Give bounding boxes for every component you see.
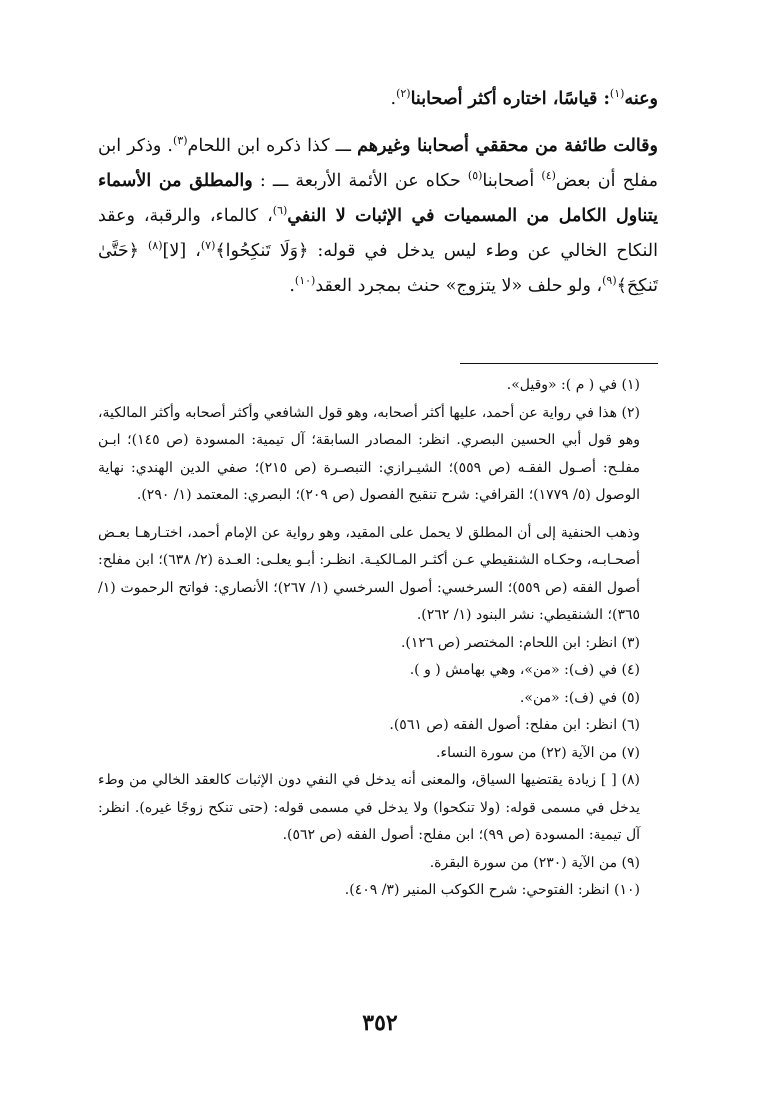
text-bold: : قياسًا، اختاره أكثر أصحابنا (410, 89, 610, 109)
footnote-2-continued: وذهب الحنفية إلى أن المطلق لا يحمل على المقيد، وهو رواية عن الإمام أحمد، اختـارهـا بعـض أصحـابـه، وحكـاه الشنقيطي عـن أكثـر المـالكيـة. انظـر: أبـو يعلـى: العـدة (٢/ ٦٣٨)؛ ابن مفلح: أصول الفقه (ص ٥٥٩)؛ السرخسي: أصول السرخسي (١/ ٢٦٧)؛ الأنصاري: فواتح الرحموت (١/ ٣٦٥)؛ الشنقيطي: نشر البنود (١/ ٢٦٢). (98, 524, 641, 623)
footnote-ref: (١) (609, 87, 625, 101)
footnotes (98, 372, 658, 905)
footnote-6: (٦) انظر: ابن مفلح: أصول الفقه (ص ٥٦١). (389, 717, 640, 733)
footnote-ref: (٩) (602, 274, 617, 288)
footnote-2: (٢) هذا في رواية عن أحمد، عليها أكثر أصحابه، وهو قول الشافعي وأكثر أصحابه وأكثر المالكية، وهو قول أبي الحسين البصري. انظر: المصادر السابقة؛ آل تيمية: المسودة (ص ١٤٥)؛ ابـن مفلـح: أصـول الفقـه (ص ٥٥٩)؛ الشيـرازي: التبصـرة (ص ٢١٥)؛ صفي الدين الهندي: نهاية الوصول (٥/ ١٧٧٩)؛ القرافي: شرح تنقيح الفصول (ص ٢٠٩)؛ البصري: المعتمد (١/ ٢٩٠). (98, 404, 640, 503)
page-number: ٣٥٢ (362, 1010, 398, 1036)
footnote-7: (٧) من الآية (٢٢) من سورة النساء. (436, 744, 640, 761)
footnote-3: (٣) انظر: ابن اللحام: المختصر (ص ١٢٦). (400, 634, 640, 651)
main-text (98, 82, 658, 304)
footnote-ref: (٧) (200, 239, 216, 253)
footnote-ref: (٦) (272, 204, 288, 218)
text-span: ، ولو حلف «لا يتزوج» حنث بمجرد العقد (315, 276, 603, 296)
footnote-4: (٤) في (ف): «من»، وهي بهامش ( و ). (409, 662, 640, 678)
text-span: ـــ كذا ذكره ابن اللحام (187, 136, 358, 156)
footnote-ref: (٢) (396, 87, 411, 101)
footnote-ref: (١٠) (294, 274, 316, 288)
text-span: ﴿حَتَّىٰ تَنكِحَ﴾ (98, 241, 658, 296)
paragraph-1 (98, 82, 658, 117)
text-span: حكاه عن الأئمة الأربعة ـــ : (252, 171, 468, 191)
text-bold: والمطلق من الأسماء يتناول الكامل من المسميات في الإثبات لا النفي (98, 171, 658, 226)
footnote-ref: (٤) (541, 169, 556, 183)
footnote-8: (٨) [ ] زيادة يقتضيها السياق، والمعنى أنه يدخل في النفي دون الإثبات كالعقد الخالي من وطء يدخل في مسمى قوله: (ولا تنكحوا) ولا يدخل في مسمى قوله: (حتى تنكح زوجًا غيره). انظر: آل تيمية: المسودة (ص ٩٩)؛ ابن مفلح: أصول الفقه (ص ٥٦٢). (98, 772, 640, 843)
paragraph-2 (98, 129, 658, 304)
text-span: ، كالماء، والرقبة، وعقد النكاح الخالي عن وطء ليس يدخل في قوله: ﴿وَلَا تَنكِحُوا﴾ (98, 206, 658, 261)
text-span: ، [لا] (162, 241, 201, 261)
footnote-5: (٥) في (ف): «من». (519, 689, 640, 706)
text-span: . (390, 89, 397, 109)
text-bold: وعنه (624, 89, 658, 109)
footnote-separator (460, 363, 658, 364)
footnote-ref: (٥) (467, 169, 483, 183)
text-span: . (289, 276, 295, 296)
footnote-1: (١) في ( م ): «وقيل». (506, 377, 640, 393)
text-bold: وقالت طائفة من محققي أصحابنا وغيرهم (357, 136, 658, 156)
footnote-ref: (٣) (172, 134, 188, 148)
footnote-ref: (٨) (148, 239, 163, 253)
footnote-9: (٩) من الآية (٢٣٠) من سورة البقرة. (429, 854, 640, 871)
footnote-10: (١٠) انظر: الفتوحي: شرح الكوكب المنير (٣/ ٤٠٩). (344, 882, 640, 898)
text-span: . وذكر ابن مفلح أن بعض (98, 136, 658, 191)
text-span: أصحابنا (482, 171, 542, 191)
